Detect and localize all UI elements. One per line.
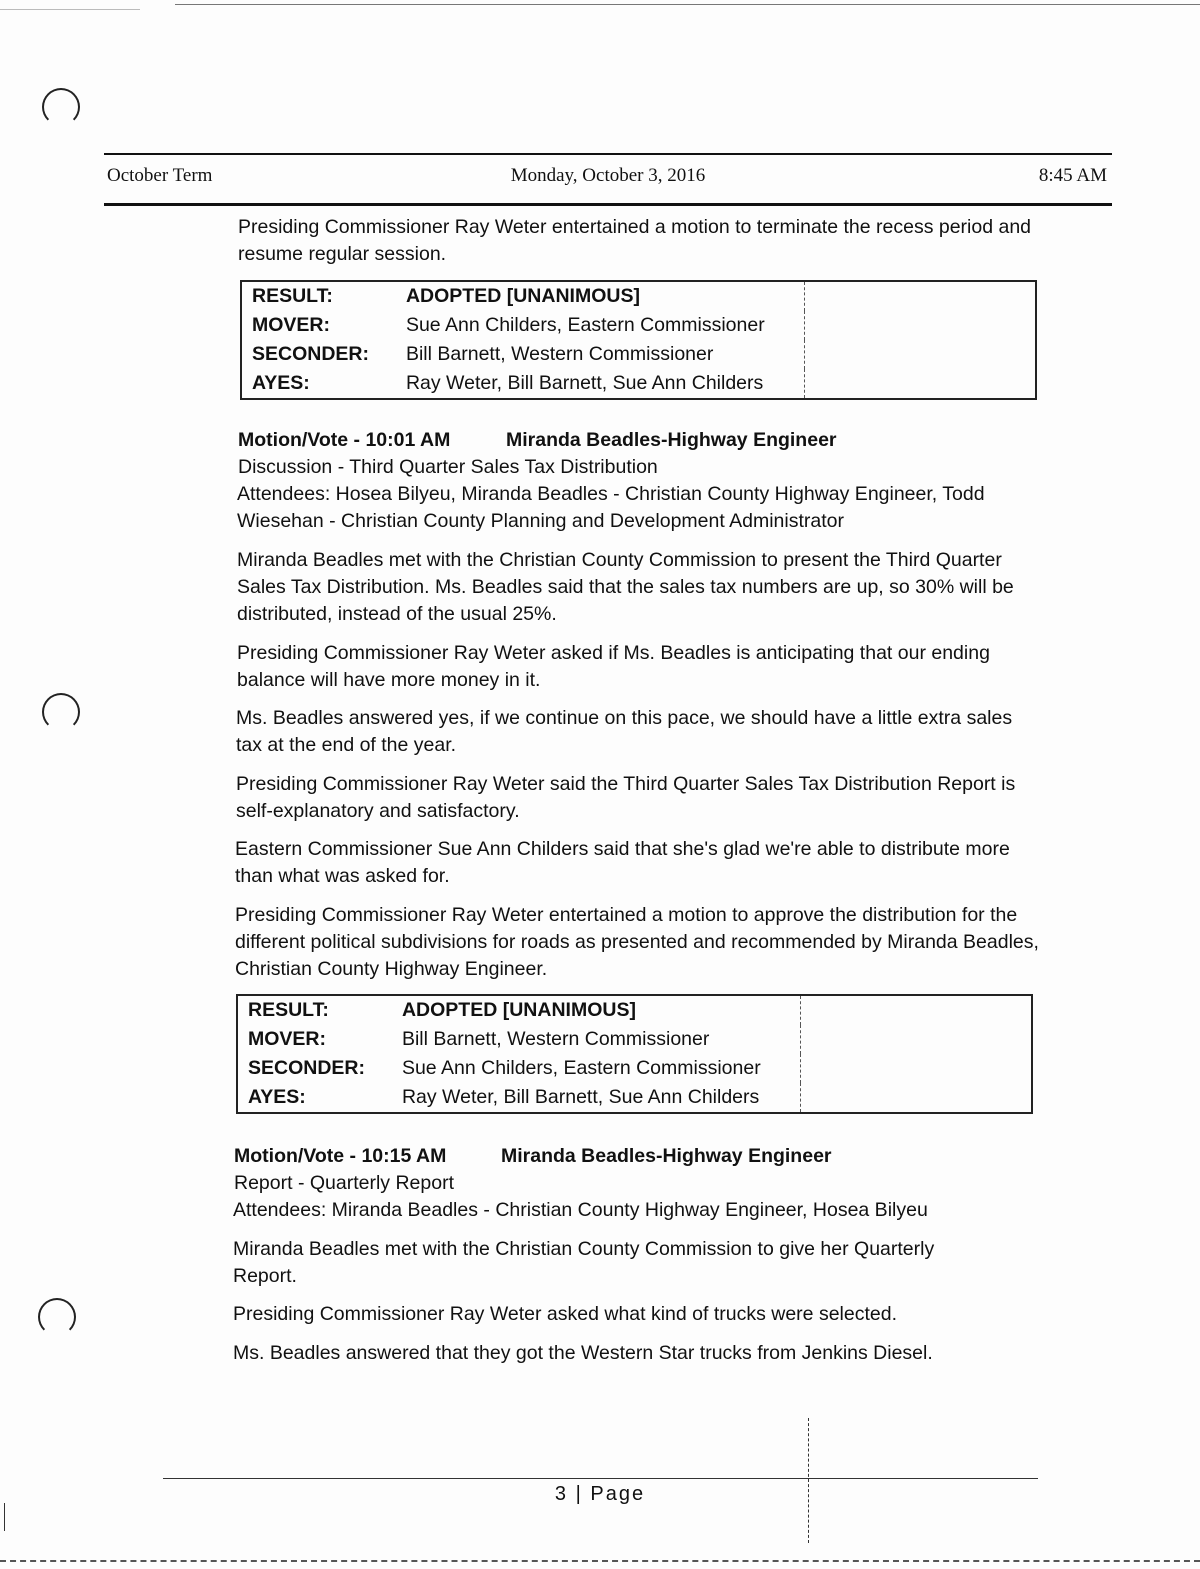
scan-edge-line bbox=[175, 4, 1200, 5]
scan-edge-line bbox=[0, 9, 140, 10]
item1-paragraph: Presiding Commissioner Ray Weter said the Third Quarter Sales Tax Distribution Report is self-explanatory and satisfactory. bbox=[236, 773, 1016, 822]
item2-title-right: Miranda Beadles-Highway Engineer bbox=[501, 1145, 832, 1167]
page-number: 3 | Page bbox=[554, 1483, 646, 1505]
table-row bbox=[237, 995, 1032, 1025]
mover-label: MOVER: bbox=[248, 1028, 326, 1050]
table-row bbox=[241, 281, 1036, 311]
result-label: RESULT: bbox=[248, 999, 329, 1021]
item2-paragraph: Presiding Commissioner Ray Weter asked what kind of trucks were selected. bbox=[233, 1303, 897, 1325]
item1-title-right: Miranda Beadles-Highway Engineer bbox=[506, 429, 837, 451]
footer-rule bbox=[163, 1478, 1038, 1479]
item1-attendees: Attendees: Hosea Bilyeu, Miranda Beadles - Christian County Highway Engineer, Todd Wiesehan - Christian County Planning and Development Administrator bbox=[237, 483, 985, 532]
result-label: RESULT: bbox=[252, 285, 333, 307]
item1-paragraph: Miranda Beadles met with the Christian County Commission to present the Third Quarter Sales Tax Distribution. Ms. Beadles said that the sales tax numbers are up, so 30% will be distributed, instead of the usual 25%. bbox=[237, 549, 1014, 625]
scan-artifact-line bbox=[808, 1418, 809, 1543]
ayes-value: Ray Weter, Bill Barnett, Sue Ann Childers bbox=[401, 1086, 760, 1108]
ayes-label: AYES: bbox=[248, 1086, 306, 1108]
ayes-label: AYES: bbox=[252, 372, 310, 394]
seconder-value: Sue Ann Childers, Eastern Commissioner bbox=[401, 1057, 761, 1079]
item2-attendees: Attendees: Miranda Beadles - Christian County Highway Engineer, Hosea Bilyeu bbox=[233, 1199, 928, 1221]
seconder-label: SECONDER: bbox=[248, 1057, 366, 1079]
item1-paragraph: Presiding Commissioner Ray Weter asked if Ms. Beadles is anticipating that our ending balance will have more money in it. bbox=[237, 642, 990, 691]
result-value: ADOPTED [UNANIMOUS] bbox=[405, 285, 640, 307]
intro-paragraph: Presiding Commissioner Ray Weter entertained a motion to terminate the recess period and resume regular session. bbox=[238, 216, 1032, 265]
mover-value: Sue Ann Childers, Eastern Commissioner bbox=[405, 314, 765, 336]
punch-hole bbox=[38, 1298, 76, 1336]
header-date: Monday, October 3, 2016 bbox=[510, 165, 706, 186]
seconder-value: Bill Barnett, Western Commissioner bbox=[405, 343, 714, 365]
ayes-value: Ray Weter, Bill Barnett, Sue Ann Childers bbox=[405, 372, 764, 394]
header-term: October Term bbox=[107, 165, 213, 186]
vote-result-table-1 bbox=[240, 280, 1037, 400]
item2-paragraph: Miranda Beadles met with the Christian County Commission to give her Quarterly Report. bbox=[233, 1238, 935, 1287]
item1-title-left: Motion/Vote - 10:01 AM bbox=[238, 429, 451, 451]
mover-label: MOVER: bbox=[252, 314, 330, 336]
result-value: ADOPTED [UNANIMOUS] bbox=[401, 999, 636, 1021]
blank-cell bbox=[801, 995, 1032, 1113]
item2-paragraph: Ms. Beadles answered that they got the Western Star trucks from Jenkins Diesel. bbox=[233, 1342, 933, 1364]
vote-result-table-2 bbox=[236, 994, 1033, 1114]
page-header bbox=[104, 153, 1112, 206]
mover-value: Bill Barnett, Western Commissioner bbox=[401, 1028, 710, 1050]
punch-hole bbox=[42, 693, 80, 731]
item1-paragraph: Eastern Commissioner Sue Ann Childers said that she's glad we're able to distribute more than what was asked for. bbox=[235, 838, 1010, 887]
blank-cell bbox=[805, 281, 1036, 399]
seconder-label: SECONDER: bbox=[252, 343, 370, 365]
item2-subtitle: Report - Quarterly Report bbox=[234, 1172, 454, 1194]
item1-paragraph: Ms. Beadles answered yes, if we continue on this pace, we should have a little extra sales tax at the end of the year. bbox=[236, 707, 1013, 756]
item1-subtitle: Discussion - Third Quarter Sales Tax Distribution bbox=[238, 456, 658, 478]
scan-edge-line bbox=[0, 1560, 1200, 1562]
item1-paragraph: Presiding Commissioner Ray Weter entertained a motion to approve the distribution for the different political subdivisions for roads as presented and recommended by Miranda Beadles, Christian County Highway Engineer. bbox=[235, 904, 1039, 980]
scan-artifact-line bbox=[4, 1503, 5, 1531]
punch-hole bbox=[42, 88, 80, 126]
item2-title-left: Motion/Vote - 10:15 AM bbox=[234, 1145, 447, 1167]
header-time: 8:45 AM bbox=[1038, 165, 1107, 186]
